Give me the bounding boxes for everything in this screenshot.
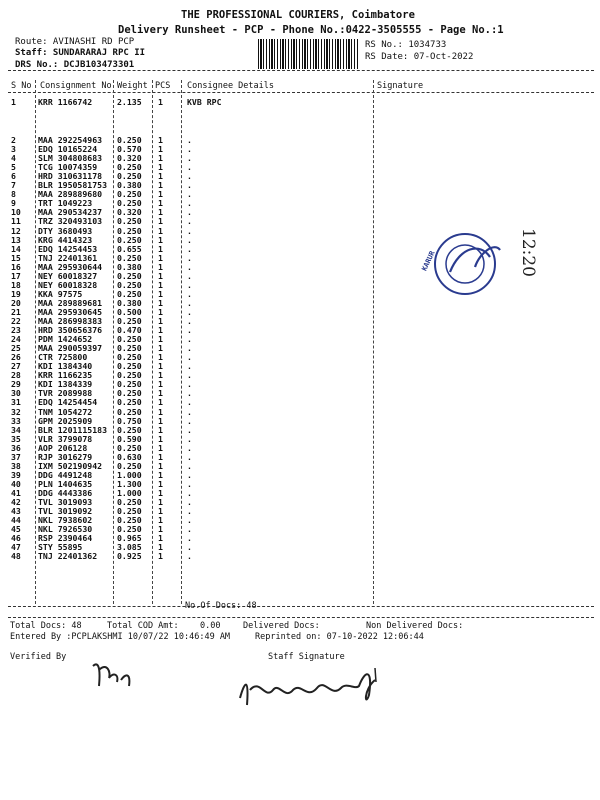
cell-consignee-details: . [187, 415, 192, 426]
cell-pcs: 1 [158, 180, 163, 191]
cell-sno: 33 [11, 415, 21, 426]
cell-consignment-no: TVL 3019092 [38, 506, 93, 517]
cell-weight: 0.470 [117, 325, 142, 336]
cell-pcs: 1 [158, 361, 163, 372]
cell-consignment-no: EDQ 14254454 [38, 397, 98, 408]
cell-consignee-details: . [187, 370, 192, 381]
cell-weight: 0.250 [117, 189, 142, 200]
cell-consignment-no: MAA 289889680 [38, 189, 103, 200]
cell-pcs: 1 [158, 487, 163, 498]
cell-consignee-details: . [187, 216, 192, 227]
cell-consignee-details: . [187, 198, 192, 209]
cell-weight: 0.250 [117, 524, 142, 535]
cell-consignment-no: HRD 310631178 [38, 171, 103, 182]
cell-consignee-details: . [187, 442, 192, 453]
cell-consignment-no: MAA 286998383 [38, 316, 103, 326]
col-header-pcs: PCS [155, 81, 171, 91]
cell-sno: 12 [11, 225, 21, 236]
table-top-rule [8, 70, 594, 71]
cell-consignee-details: . [187, 524, 192, 535]
cell-weight: 0.320 [117, 207, 142, 218]
cell-sno: 30 [11, 388, 21, 399]
cell-consignee-details: . [187, 424, 192, 435]
cell-weight: 0.320 [117, 153, 142, 164]
cell-consignment-no: TVL 3019093 [38, 497, 93, 507]
cell-consignment-no: MAA 295930645 [38, 306, 103, 317]
cell-consignee-details: . [187, 334, 192, 345]
cell-consignee-details: . [187, 234, 192, 245]
cell-weight: 0.250 [117, 515, 142, 526]
table-row [0, 344, 600, 353]
cell-consignee-details: KVB RPC [187, 97, 222, 107]
delivered-docs: Delivered Docs: [243, 621, 320, 631]
cell-pcs: 1 [158, 460, 163, 471]
cell-pcs: 1 [158, 306, 163, 317]
cell-sno: 26 [11, 352, 21, 363]
table-header-rule [8, 92, 594, 93]
cell-weight: 0.250 [117, 506, 142, 517]
cell-weight: 0.250 [117, 234, 142, 245]
cell-pcs: 1 [158, 207, 163, 218]
cell-consignee-details: . [187, 469, 192, 480]
total-cod-value: 0.00 [200, 621, 221, 631]
cell-sno: 11 [11, 216, 21, 227]
total-docs: Total Docs: 48 [10, 621, 82, 631]
cell-consignee-details: . [187, 207, 192, 218]
cell-sno: 48 [11, 551, 21, 562]
cell-sno: 14 [11, 243, 21, 254]
cell-sno: 15 [11, 252, 21, 263]
cell-pcs: 1 [158, 551, 163, 562]
cell-pcs: 1 [158, 288, 163, 299]
cell-consignee-details: . [187, 135, 192, 145]
cell-consignment-no: MAA 289889681 [38, 297, 103, 308]
cell-weight: 0.380 [117, 297, 142, 308]
cell-weight: 0.750 [117, 415, 142, 426]
cell-weight: 0.590 [117, 433, 142, 444]
non-delivered-docs: Non Delivered Docs: [366, 621, 464, 631]
cell-sno: 35 [11, 433, 21, 444]
cell-weight: 0.250 [117, 216, 142, 227]
cell-pcs: 1 [158, 225, 163, 236]
cell-sno: 45 [11, 524, 21, 535]
cell-pcs: 1 [158, 506, 163, 517]
cell-consignee-details: . [187, 397, 192, 408]
cell-sno: 23 [11, 325, 21, 336]
staff: Staff: SUNDARARAJ RPC II [15, 48, 146, 58]
cell-sno: 27 [11, 361, 21, 372]
cell-consignment-no: MAA 290534237 [38, 207, 103, 218]
cell-weight: 0.250 [117, 397, 142, 408]
verifier-signature [85, 656, 145, 696]
cell-sno: 13 [11, 234, 21, 245]
table-row [0, 98, 600, 107]
company-name: THE PROFESSIONAL COURIERS, Coimbatore [181, 9, 415, 21]
cell-consignment-no: PDM 1424652 [38, 334, 93, 345]
cell-consignment-no: TNJ 22401362 [38, 551, 98, 562]
cell-pcs: 1 [158, 243, 163, 254]
cell-consignee-details: . [187, 478, 192, 489]
cell-consignee-details: . [187, 252, 192, 263]
entered-by: Entered By :PCPLAKSHMI 10/07/22 10:46:49 AM [10, 632, 231, 642]
rs-number: RS No.: 1034733 [365, 40, 447, 50]
cell-weight: 0.965 [117, 533, 142, 544]
cell-pcs: 1 [158, 424, 163, 435]
reprinted-on: Reprinted on: 07-10-2022 12:06:44 [255, 632, 424, 642]
cell-consignment-no: KDI 1384340 [38, 361, 93, 372]
cell-pcs: 1 [158, 234, 163, 245]
cell-consignment-no: KRG 4414323 [38, 234, 93, 245]
cell-consignment-no: NKL 7926530 [38, 524, 93, 535]
cell-weight: 3.085 [117, 542, 142, 553]
cell-pcs: 1 [158, 542, 163, 553]
table-row [0, 552, 600, 561]
cell-pcs: 1 [158, 216, 163, 227]
cell-sno: 40 [11, 478, 21, 489]
cell-weight: 0.250 [117, 279, 142, 290]
cell-sno: 2 [11, 135, 16, 145]
cell-sno: 25 [11, 343, 21, 354]
cell-consignee-details: . [187, 316, 192, 326]
cell-weight: 0.655 [117, 243, 142, 254]
cell-sno: 34 [11, 424, 21, 435]
cell-consignee-details: . [187, 343, 192, 354]
cell-consignment-no: TNJ 22401361 [38, 252, 98, 263]
cell-pcs: 1 [158, 144, 163, 155]
cell-consignment-no: DTY 3680493 [38, 225, 93, 236]
cell-sno: 1 [11, 97, 16, 107]
cell-consignment-no: EDQ 14254453 [38, 243, 98, 254]
cell-weight: 1.000 [117, 487, 142, 498]
cell-consignment-no: BLR 1950581753 [38, 180, 108, 191]
cell-consignee-details: . [187, 361, 192, 372]
cell-pcs: 1 [158, 433, 163, 444]
cell-pcs: 1 [158, 162, 163, 173]
cell-sno: 6 [11, 171, 16, 182]
cell-pcs: 1 [158, 135, 163, 145]
cell-consignee-details: . [187, 487, 192, 498]
cell-sno: 46 [11, 533, 21, 544]
cell-sno: 24 [11, 334, 21, 345]
cell-consignment-no: NEY 60018328 [38, 279, 98, 290]
cell-pcs: 1 [158, 478, 163, 489]
col-header-weight: Weight [117, 81, 148, 91]
cell-sno: 31 [11, 397, 21, 408]
barcode [258, 39, 358, 69]
cell-consignment-no: PLN 1404635 [38, 478, 93, 489]
cell-sno: 5 [11, 162, 16, 173]
cell-consignment-no: STY 55895 [38, 542, 83, 553]
cell-consignment-no: DDG 4491248 [38, 469, 93, 480]
cell-pcs: 1 [158, 153, 163, 164]
cell-sno: 39 [11, 469, 21, 480]
cell-pcs: 1 [158, 379, 163, 390]
col-header-signature: Signature [377, 81, 424, 91]
cell-pcs: 1 [158, 334, 163, 345]
cell-weight: 0.250 [117, 225, 142, 236]
cell-consignee-details: . [187, 243, 192, 254]
cell-weight: 0.380 [117, 261, 142, 272]
cell-weight: 1.300 [117, 478, 142, 489]
cell-weight: 0.250 [117, 424, 142, 435]
cell-pcs: 1 [158, 261, 163, 272]
cell-consignee-details: . [187, 171, 192, 182]
cell-consignee-details: . [187, 288, 192, 299]
cell-pcs: 1 [158, 497, 163, 507]
cell-sno: 36 [11, 442, 21, 453]
cell-pcs: 1 [158, 469, 163, 480]
cell-consignee-details: . [187, 261, 192, 272]
cell-weight: 0.250 [117, 442, 142, 453]
cell-consignee-details: . [187, 379, 192, 390]
cell-consignment-no: BLR 1201115183 [38, 424, 108, 435]
cell-consignment-no: KRR 1166742 [38, 97, 93, 107]
cell-sno: 32 [11, 406, 21, 417]
cell-consignment-no: RSP 2390464 [38, 533, 93, 544]
cell-weight: 0.250 [117, 379, 142, 390]
col-header-consignee: Consignee Details [187, 81, 274, 91]
cell-weight: 0.250 [117, 370, 142, 381]
cell-sno: 38 [11, 460, 21, 471]
cell-consignment-no: HRD 350656376 [38, 325, 103, 336]
cell-pcs: 1 [158, 352, 163, 363]
col-header-sno: S No [11, 81, 32, 91]
cell-pcs: 1 [158, 252, 163, 263]
cell-pcs: 1 [158, 451, 163, 462]
cell-pcs: 1 [158, 297, 163, 308]
cell-weight: 0.250 [117, 316, 142, 326]
cell-consignee-details: . [187, 551, 192, 562]
cell-weight: 0.380 [117, 180, 142, 191]
cell-consignee-details: . [187, 297, 192, 308]
table-row [0, 534, 600, 543]
cell-consignee-details: . [187, 406, 192, 417]
cell-consignee-details: . [187, 515, 192, 526]
cell-consignment-no: AOP 206128 [38, 442, 88, 453]
cell-sno: 4 [11, 153, 16, 164]
cell-consignment-no: MAA 290059397 [38, 343, 103, 354]
cell-consignee-details: . [187, 460, 192, 471]
cell-consignment-no: DDG 4443386 [38, 487, 93, 498]
cell-consignment-no: SLM 304808683 [38, 153, 103, 164]
cell-weight: 0.570 [117, 144, 142, 155]
cell-consignment-no: NKL 7938602 [38, 515, 93, 526]
cell-consignee-details: . [187, 506, 192, 517]
cell-consignment-no: GPM 2025909 [38, 415, 93, 426]
cell-weight: 0.250 [117, 334, 142, 345]
cell-consignee-details: . [187, 388, 192, 399]
cell-weight: 0.250 [117, 460, 142, 471]
col-header-consignment: Consignment No [40, 81, 112, 91]
cell-weight: 0.250 [117, 497, 142, 507]
staff-signature [235, 660, 385, 715]
cell-pcs: 1 [158, 397, 163, 408]
cell-sno: 3 [11, 144, 16, 155]
cell-weight: 0.630 [117, 451, 142, 462]
cell-consignment-no: MAA 292254963 [38, 135, 103, 145]
drs-number: DRS No.: DCJB103473301 [15, 60, 135, 70]
cell-consignee-details: . [187, 144, 192, 155]
cell-sno: 18 [11, 279, 21, 290]
cell-consignment-no: CTR 725800 [38, 352, 88, 363]
cell-sno: 29 [11, 379, 21, 390]
cell-weight: 0.250 [117, 162, 142, 173]
cell-weight: 1.000 [117, 469, 142, 480]
cell-weight: 0.250 [117, 171, 142, 182]
cell-consignee-details: . [187, 162, 192, 173]
cell-pcs: 1 [158, 370, 163, 381]
route: Route: AVINASHI RD PCP [15, 37, 135, 47]
cell-sno: 9 [11, 198, 16, 209]
cell-pcs: 1 [158, 279, 163, 290]
cell-pcs: 1 [158, 171, 163, 182]
cell-consignee-details: . [187, 325, 192, 336]
footer-rule [8, 617, 594, 618]
cell-consignment-no: KDI 1384339 [38, 379, 93, 390]
cell-weight: 0.250 [117, 343, 142, 354]
cell-consignee-details: . [187, 451, 192, 462]
cell-consignment-no: TNM 1054272 [38, 406, 93, 417]
cell-pcs: 1 [158, 189, 163, 200]
cell-consignment-no: KKA 97575 [38, 288, 83, 299]
cell-sno: 17 [11, 270, 21, 281]
cell-weight: 0.500 [117, 306, 142, 317]
cell-consignee-details: . [187, 352, 192, 363]
total-cod-label: Total COD Amt: [107, 621, 179, 631]
cell-weight: 0.925 [117, 551, 142, 562]
cell-consignment-no: TVR 2089988 [38, 388, 93, 399]
cell-weight: 0.250 [117, 270, 142, 281]
cell-consignee-details: . [187, 279, 192, 290]
cell-sno: 20 [11, 297, 21, 308]
staff-signature-label: Staff Signature [268, 652, 345, 662]
handwritten-time: 12:20 [518, 228, 538, 277]
cell-sno: 44 [11, 515, 21, 526]
cell-consignee-details: . [187, 433, 192, 444]
cell-pcs: 1 [158, 343, 163, 354]
cell-weight: 0.250 [117, 288, 142, 299]
cell-weight: 0.250 [117, 388, 142, 399]
cell-pcs: 1 [158, 198, 163, 209]
cell-pcs: 1 [158, 316, 163, 326]
cell-sno: 41 [11, 487, 21, 498]
cell-sno: 19 [11, 288, 21, 299]
stamp-text: KARUR [420, 249, 437, 273]
cell-consignment-no: TCG 10074359 [38, 162, 98, 173]
cell-consignment-no: TRT 1049223 [38, 198, 93, 209]
cell-sno: 8 [11, 189, 16, 200]
cell-pcs: 1 [158, 515, 163, 526]
cell-consignee-details: . [187, 180, 192, 191]
cell-sno: 22 [11, 316, 21, 326]
cell-consignment-no: VLR 3799078 [38, 433, 93, 444]
cell-weight: 0.250 [117, 406, 142, 417]
runsheet-title: Delivery Runsheet - PCP - Phone No.:0422-3505555 - Page No.:1 [118, 24, 504, 36]
cell-weight: 0.250 [117, 352, 142, 363]
cell-sno: 43 [11, 506, 21, 517]
cell-sno: 7 [11, 180, 16, 191]
cell-sno: 28 [11, 370, 21, 381]
cell-weight: 0.250 [117, 252, 142, 263]
cell-pcs: 1 [158, 325, 163, 336]
cell-consignee-details: . [187, 497, 192, 507]
cell-sno: 47 [11, 542, 21, 553]
cell-sno: 21 [11, 306, 21, 317]
cell-consignment-no: RJP 3016279 [38, 451, 93, 462]
cell-consignee-details: . [187, 306, 192, 317]
cell-pcs: 1 [158, 442, 163, 453]
cell-pcs: 1 [158, 270, 163, 281]
verified-by: Verified By [10, 652, 67, 662]
cell-weight: 0.250 [117, 135, 142, 145]
cell-consignment-no: IXM 502190942 [38, 460, 103, 471]
cell-consignment-no: EDQ 10165224 [38, 144, 98, 155]
table-bottom-rule [8, 606, 594, 607]
table-row [0, 435, 600, 444]
cell-weight: 2.135 [117, 97, 142, 107]
cell-consignment-no: NEY 60018327 [38, 270, 98, 281]
cell-weight: 0.250 [117, 361, 142, 372]
no-of-docs: No.Of Docs: 48 [185, 601, 257, 611]
cell-consignment-no: KRR 1166235 [38, 370, 93, 381]
cell-consignment-no: MAA 295930644 [38, 261, 103, 272]
cell-sno: 37 [11, 451, 21, 462]
cell-weight: 0.250 [117, 198, 142, 209]
cell-consignment-no: TRZ 320493103 [38, 216, 103, 227]
cell-consignee-details: . [187, 189, 192, 200]
cell-consignee-details: . [187, 225, 192, 236]
cell-pcs: 1 [158, 415, 163, 426]
cell-pcs: 1 [158, 388, 163, 399]
cell-pcs: 1 [158, 97, 163, 107]
cell-sno: 42 [11, 497, 21, 507]
rs-date: RS Date: 07-Oct-2022 [365, 52, 474, 62]
cell-consignee-details: . [187, 153, 192, 164]
cell-pcs: 1 [158, 533, 163, 544]
cell-pcs: 1 [158, 406, 163, 417]
cell-consignee-details: . [187, 542, 192, 553]
cell-sno: 16 [11, 261, 21, 272]
cell-pcs: 1 [158, 524, 163, 535]
cell-consignee-details: . [187, 533, 192, 544]
cell-sno: 10 [11, 207, 21, 218]
cell-consignee-details: . [187, 270, 192, 281]
